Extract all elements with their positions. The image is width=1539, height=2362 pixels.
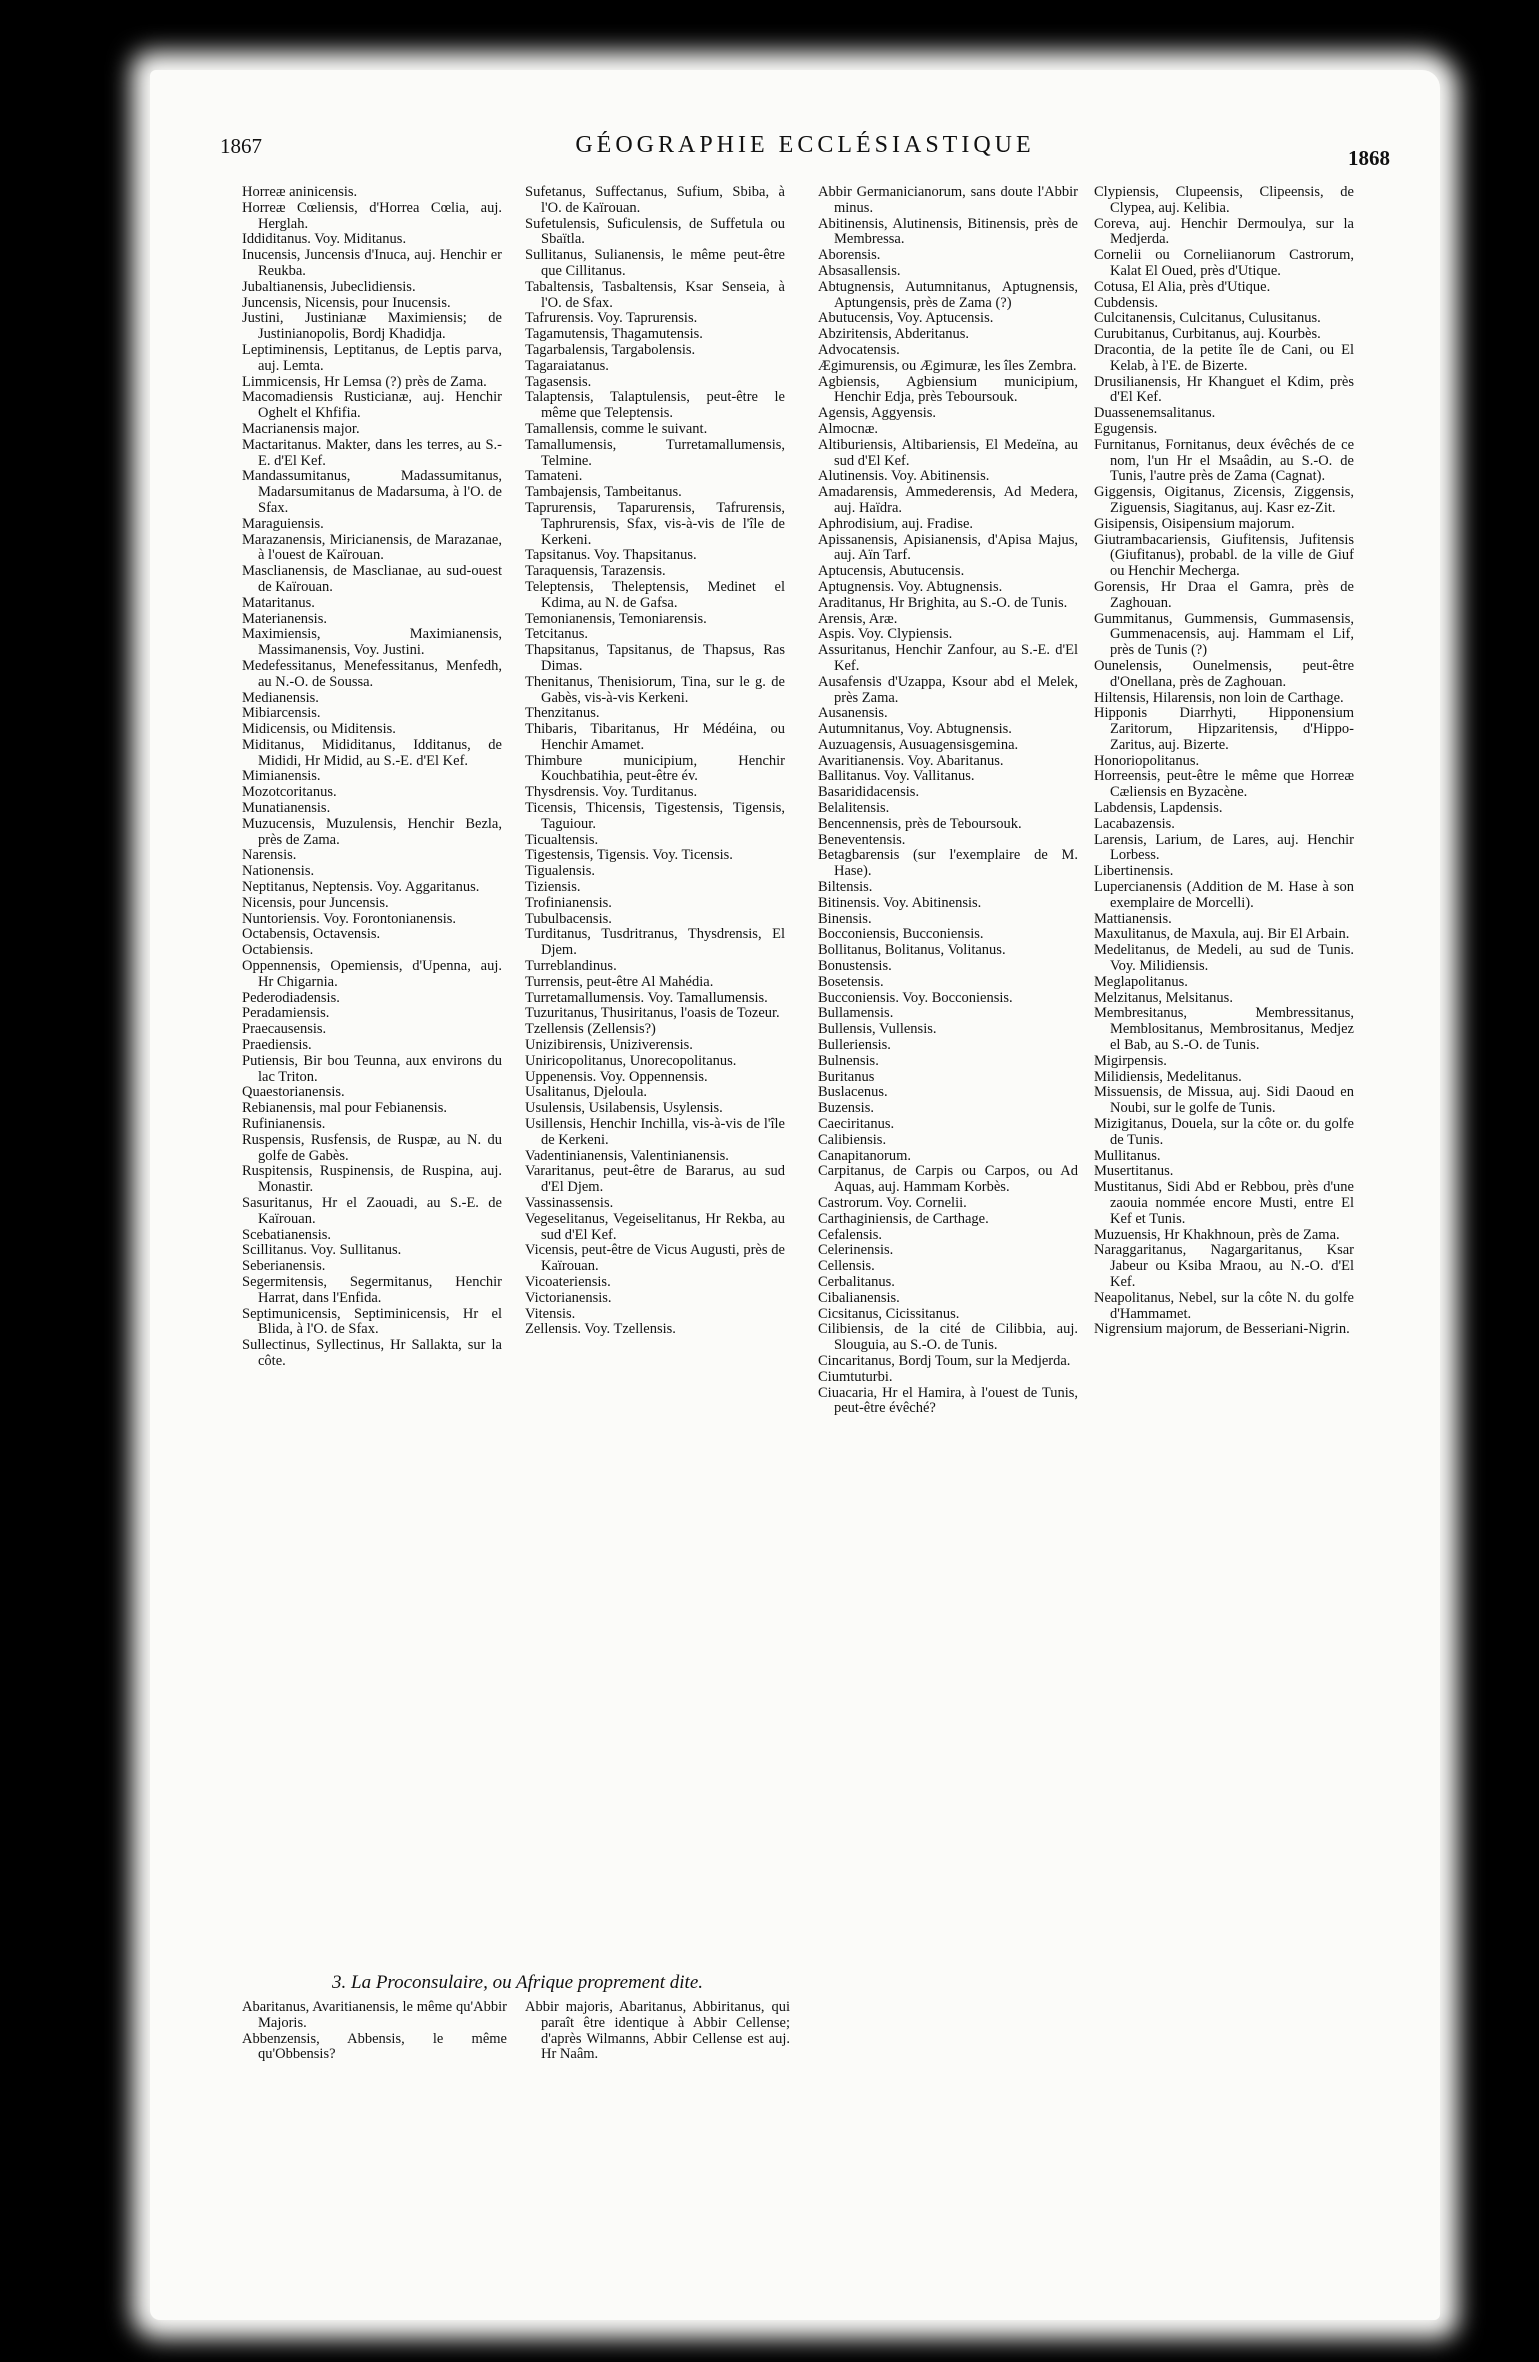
index-entry: Ruspitensis, Ruspinensis, de Ruspina, auj. Monastir. xyxy=(242,1163,502,1196)
index-entry: Beneventensis. xyxy=(818,831,906,848)
index-entry: Betagbarensis (sur l'exemplaire de M. Hase). xyxy=(818,847,1078,880)
index-entry: Turditanus, Tusdritranus, Thysdrensis, El Djem. xyxy=(525,926,785,959)
index-entry: Medelitanus, de Medeli, au sud de Tunis. Voy. Milidiensis. xyxy=(1094,942,1354,975)
index-entry: Vitensis. xyxy=(525,1305,576,1322)
index-entry: Naraggaritanus, Nagargaritanus, Ksar Jabeur ou Ksiba Mraou, au N.-O. d'El Kef. xyxy=(1094,1242,1354,1290)
index-entry: Turretamallumensis. Voy. Tamallumensis. xyxy=(525,989,768,1006)
index-entry: Uniricopolitanus, Unorecopolitanus. xyxy=(525,1052,737,1069)
index-entry: Usalitanus, Djeloula. xyxy=(525,1084,648,1101)
index-entry: Carpitanus, de Carpis ou Carpos, ou Ad Aquas, auj. Hammam Korbès. xyxy=(818,1163,1078,1196)
index-entry: Lacabazensis. xyxy=(1094,815,1175,832)
index-entry: Bencennensis, près de Teboursouk. xyxy=(818,815,1022,832)
index-entry: Abziritensis, Abderitanus. xyxy=(818,326,970,343)
index-entry: Octabiensis. xyxy=(242,942,314,959)
index-entry: Agbiensis, Agbiensium municipium, Henchir Edja, près Teboursouk. xyxy=(818,373,1078,406)
index-entry: Binensis. xyxy=(818,910,872,927)
index-entry: Teleptensis, Theleptensis, Medinet el Kdima, au N. de Gafsa. xyxy=(525,578,785,611)
index-entry: Biltensis. xyxy=(818,879,873,896)
index-entry: Abbenzensis, Abbensis, le même qu'Obbensis? xyxy=(242,2030,507,2063)
index-entry: Oppennensis, Opemiensis, d'Upenna, auj. Hr Chigarnia. xyxy=(242,958,502,990)
running-title: GÉOGRAPHIE ECCLÉSIASTIQUE xyxy=(575,132,1035,158)
index-entry: Aptugnensis. Voy. Abtugnensis. xyxy=(818,578,1003,595)
index-entry: Drusilianensis, Hr Khanguet el Kdim, près d'El Kef. xyxy=(1094,373,1354,406)
index-entry: Melzitanus, Melsitanus. xyxy=(1094,989,1233,1006)
index-entry: Ticensis, Thicensis, Tigestensis, Tigensis, Taguiour. xyxy=(525,800,785,832)
index-entry: Bitinensis. Voy. Abitinensis. xyxy=(818,894,982,911)
index-entry: Maraguiensis. xyxy=(242,515,324,532)
index-entry: Abutucensis, Voy. Aptucensis. xyxy=(818,310,994,327)
index-entry: Justini, Justinianæ Maximiensis; de Justinianopolis, Bordj Khadidja. xyxy=(242,310,502,343)
index-entry: Caeciritanus. xyxy=(818,1116,895,1133)
index-entry: Bocconiensis, Bucconiensis. xyxy=(818,926,984,943)
index-entry: Ticualtensis. xyxy=(525,831,599,848)
index-entry: Lupercianensis (Addition de M. Hase à son exemplaire de Morcelli). xyxy=(1094,879,1354,911)
index-entry: Nigrensium majorum, de Besseriani-Nigrin. xyxy=(1094,1321,1350,1338)
index-entry: Neptitanus, Neptensis. Voy. Aggaritanus. xyxy=(242,879,480,896)
index-entry: Belalitensis. xyxy=(818,800,890,817)
index-entry: Advocatensis. xyxy=(818,341,900,358)
index-entry: Milidiensis, Medelitanus. xyxy=(1094,1068,1242,1085)
index-entry: Horreæ aninicensis. xyxy=(242,184,358,200)
index-entry: Sullitanus, Sulianensis, le même peut-être que Cillitanus. xyxy=(525,247,785,279)
index-entry: Cilibiensis, de la cité de Cilibbia, auj. Slouguia, au S.-O. de Tunis. xyxy=(818,1321,1078,1354)
index-entry: Nuntoriensis. Voy. Forontonianensis. xyxy=(242,910,457,927)
index-entry: Almocnæ. xyxy=(818,420,879,437)
index-entry: Abbir majoris, Abaritanus, Abbiritanus, qui paraît être identique à Abbir Cellense; d'après Wilmanns, Abbir Cellense est auj. Hr Naâm. xyxy=(525,1999,790,2063)
index-entry: Cicsitanus, Cicissitanus. xyxy=(818,1305,960,1322)
index-entry: Thapsitanus, Tapsitanus, de Thapsus, Ras Dimas. xyxy=(525,642,785,674)
index-entry: Ounelensis, Ounelmensis, peut-être d'Onellana, près de Zaghouan. xyxy=(1094,657,1354,690)
index-entry: Honoriopolitanus. xyxy=(1094,752,1200,769)
index-entry: Abaritanus, Avaritianensis, le même qu'Abbir Majoris. xyxy=(242,1999,507,2031)
index-entry: Ciuacaria, Hr el Hamira, à l'ouest de Tunis, peut-être évêché? xyxy=(818,1384,1078,1417)
index-entry: Avaritianensis. Voy. Abaritanus. xyxy=(818,752,1004,769)
section-column-a xyxy=(242,2000,507,2063)
index-entry: Leptiminensis, Leptitanus, de Leptis parva, auj. Lemta. xyxy=(242,341,502,374)
index-entry: Unizibirensis, Uniziverensis. xyxy=(525,1037,693,1054)
index-entry: Tambajensis, Tambeitanus. xyxy=(525,484,682,501)
index-entry: Amadarensis, Ammederensis, Ad Medera, auj. Haïdra. xyxy=(818,484,1078,516)
index-entry: Celerinensis. xyxy=(818,1242,894,1259)
index-entry: Ruspensis, Rusfensis, de Ruspæ, au N. du golfe de Gabès. xyxy=(242,1131,502,1164)
index-entry: Canapitanorum. xyxy=(818,1147,912,1164)
index-entry: Medefessitanus, Menefessitanus, Menfedh, au N.-O. de Soussa. xyxy=(242,657,502,690)
index-entry: Macomadiensis Rusticianæ, auj. Henchir Oghelt el Khfifia. xyxy=(242,389,502,422)
document-page xyxy=(150,70,1440,2320)
index-entry: Rufinianensis. xyxy=(242,1116,326,1133)
index-entry: Auzuagensis, Ausuagensisgemina. xyxy=(818,736,1019,753)
index-entry: Aspis. Voy. Clypiensis. xyxy=(818,626,953,643)
index-entry: Gorensis, Hr Draa el Gamra, près de Zaghouan. xyxy=(1094,578,1354,611)
index-entry: Tamallensis, comme le suivant. xyxy=(525,420,708,437)
index-entry: Buzensis. xyxy=(818,1100,874,1117)
index-entry: Quaestorianensis. xyxy=(242,1084,345,1101)
column-2 xyxy=(525,185,785,1338)
index-entry: Calibiensis. xyxy=(818,1131,887,1148)
index-entry: Nicensis, pour Juncensis. xyxy=(242,894,389,911)
index-entry: Clypiensis, Clupeensis, Clipeensis, de Clypea, auj. Kelibia. xyxy=(1094,184,1354,216)
index-entry: Usulensis, Usilabensis, Usylensis. xyxy=(525,1100,723,1117)
section-heading: 3. La Proconsulaire, ou Afrique proprement dite. xyxy=(332,1972,704,1993)
index-entry: Thimbure municipium, Henchir Kouchbatihia, peut-être év. xyxy=(525,752,785,785)
index-entry: Dracontia, de la petite île de Cani, ou El Kelab, à l'E. de Bizerte. xyxy=(1094,341,1354,374)
index-entry: Cefalensis. xyxy=(818,1226,883,1243)
index-entry: Basarididacensis. xyxy=(818,784,920,801)
index-entry: Sufetulensis, Suficulensis, de Suffetula ou Sbaïtla. xyxy=(525,215,785,248)
index-entry: Giggensis, Oigitanus, Zicensis, Ziggensis, Ziguensis, Siagitanus, auj. Kasr ez-Zit. xyxy=(1094,484,1354,516)
index-entry: Octabensis, Octavensis. xyxy=(242,926,381,943)
index-entry: Mandassumitanus, Madassumitanus, Madarsumitanus de Madarsuma, à l'O. de Sfax. xyxy=(242,468,502,516)
index-entry: Libertinensis. xyxy=(1094,863,1174,880)
index-entry: Thenzitanus. xyxy=(525,705,600,722)
index-entry: Tagaraiatanus. xyxy=(525,357,609,374)
page-header xyxy=(220,132,1390,172)
index-entry: Aborensis. xyxy=(818,247,881,264)
index-entry: Ballitanus. Voy. Vallitanus. xyxy=(818,768,975,785)
index-entry: Inucensis, Juncensis d'Inuca, auj. Henchir er Reukba. xyxy=(242,247,502,279)
index-entry: Mullitanus. xyxy=(1094,1147,1161,1164)
index-entry: Tigestensis, Tigensis. Voy. Ticensis. xyxy=(525,847,733,864)
index-entry: Curubitanus, Curbitanus, auj. Kourbès. xyxy=(1094,326,1321,343)
index-entry: Cincaritanus, Bordj Toum, sur la Medjerda. xyxy=(818,1352,1071,1369)
index-entry: Tubulbacensis. xyxy=(525,910,612,927)
column-4 xyxy=(1094,185,1354,1338)
index-entry: Mibiarcensis. xyxy=(242,705,321,722)
index-entry: Musertitanus. xyxy=(1094,1163,1174,1180)
index-entry: Tzellensis (Zellensis?) xyxy=(525,1021,656,1038)
index-entry: Thibaris, Tibaritanus, Hr Médéina, ou Henchir Amamet. xyxy=(525,721,785,753)
index-entry: Septimunicensis, Septiminicensis, Hr el Blida, à l'O. de Sfax. xyxy=(242,1305,502,1338)
index-entry: Egugensis. xyxy=(1094,420,1158,437)
index-entry: Peradamiensis. xyxy=(242,1005,330,1022)
index-entry: Horreensis, peut-être le même que Horreæ Cæliensis en Byzacène. xyxy=(1094,768,1354,801)
index-entry: Horreæ Cœliensis, d'Horrea Cœlia, auj. Herglah. xyxy=(242,199,502,232)
index-entry: Tiziensis. xyxy=(525,879,581,896)
index-entry: Neapolitanus, Nebel, sur la côte N. du golfe d'Hammamet. xyxy=(1094,1289,1354,1322)
index-entry: Narensis. xyxy=(242,847,297,864)
index-entry: Autumnitanus, Voy. Abtugnensis. xyxy=(818,721,1012,738)
index-entry: Sullectinus, Syllectinus, Hr Sallakta, sur la côte. xyxy=(242,1337,502,1369)
index-entry: Tagarbalensis, Targabolensis. xyxy=(525,341,696,358)
index-entry: Vicoateriensis. xyxy=(525,1273,611,1290)
index-entry: Altiburiensis, Altibariensis, El Medeïna, au sud d'El Kef. xyxy=(818,436,1078,469)
index-entry: Cibalianensis. xyxy=(818,1289,900,1306)
index-entry: Rebianensis, mal pour Febianensis. xyxy=(242,1100,447,1117)
index-entry: Temonianensis, Temoniarensis. xyxy=(525,610,707,627)
index-entry: Bullensis, Vullensis. xyxy=(818,1021,937,1038)
index-entry: Aphrodisium, auj. Fradise. xyxy=(818,515,974,532)
index-entry: Praediensis. xyxy=(242,1037,312,1054)
index-entry: Munatianensis. xyxy=(242,800,331,817)
index-entry: Ægimurensis, ou Ægimuræ, les îles Zembra. xyxy=(818,357,1077,374)
index-entry: Buslacenus. xyxy=(818,1084,888,1101)
index-entry: Bucconiensis. Voy. Bocconiensis. xyxy=(818,989,1013,1006)
index-entry: Absasallensis. xyxy=(818,262,901,279)
index-entry: Castrorum. Voy. Cornelii. xyxy=(818,1195,967,1211)
index-entry: Gummitanus, Gummensis, Gummasensis, Gummenacensis, auj. Hammam el Lif, près de Tunis (?) xyxy=(1094,610,1354,659)
index-entry: Maxulitanus, de Maxula, auj. Bir El Arbain. xyxy=(1094,926,1350,943)
index-entry: Bonustensis. xyxy=(818,958,892,975)
index-entry: Miditanus, Mididitanus, Idditanus, de Mididi, Hr Midid, au S.-E. d'El Kef. xyxy=(242,736,502,769)
index-entry: Mattianensis. xyxy=(1094,910,1172,927)
page-number-left: 1867 xyxy=(220,134,262,158)
index-entry: Praecausensis. xyxy=(242,1021,327,1038)
index-entry: Cerbalitanus. xyxy=(818,1273,895,1290)
index-entry: Culcitanensis, Culcitanus, Culusitanus. xyxy=(1094,310,1321,327)
index-entry: Abitinensis, Alutinensis, Bitinensis, près de Membressa. xyxy=(818,215,1078,248)
index-entry: Talaptensis, Talaptulensis, peut-être le même que Teleptensis. xyxy=(525,389,785,422)
index-entry: Tabaltensis, Tasbaltensis, Ksar Senseia, à l'O. de Sfax. xyxy=(525,278,785,311)
index-entry: Araditanus, Hr Brighita, au S.-O. de Tunis. xyxy=(818,594,1068,611)
index-entry: Masclianensis, de Masclianae, au sud-ouest de Kaïrouan. xyxy=(242,563,502,595)
index-entry: Medianensis. xyxy=(242,689,319,706)
index-entry: Limmicensis, Hr Lemsa (?) près de Zama. xyxy=(242,373,487,390)
index-entry: Ciumtuturbi. xyxy=(818,1368,893,1385)
index-entry: Furnitanus, Fornitanus, deux évêchés de ce nom, l'un Hr el Msaâdin, au S.-O. de Tunis, l'autre près de Zama (Cagnat). xyxy=(1094,436,1354,485)
column-3 xyxy=(818,185,1078,1417)
index-entry: Arensis, Aræ. xyxy=(818,610,898,627)
index-entry: Bulnensis. xyxy=(818,1052,879,1069)
index-entry: Cubdensis. xyxy=(1094,294,1159,311)
index-entry: Jubaltianensis, Jubeclidiensis. xyxy=(242,278,416,295)
index-entry: Muzucensis, Muzulensis, Henchir Bezla, près de Zama. xyxy=(242,815,502,848)
index-entry: Meglapolitanus. xyxy=(1094,973,1188,990)
index-entry: Vararitanus, peut-être de Bararus, au sud d'El Djem. xyxy=(525,1163,785,1196)
index-entry: Vegeselitanus, Vegeiselitanus, Hr Rekba, au sud d'El Kef. xyxy=(525,1210,785,1243)
index-entry: Membresitanus, Membressitanus, Memblositanus, Membrositanus, Medjez el Bab, au S.-O. de Tunis. xyxy=(1094,1005,1354,1054)
index-entry: Mizigitanus, Douela, sur la côte or. du golfe de Tunis. xyxy=(1094,1116,1354,1148)
index-entry: Cornelii ou Corneliianorum Castrorum, Kalat El Oued, près d'Utique. xyxy=(1094,247,1354,279)
index-entry: Apissanensis, Apisianensis, d'Apisa Majus, auj. Aïn Tarf. xyxy=(818,531,1078,564)
index-entry: Mimianensis. xyxy=(242,768,321,785)
index-entry: Migirpensis. xyxy=(1094,1052,1167,1069)
index-entry: Turrensis, peut-être Al Mahédia. xyxy=(525,973,714,990)
index-entry: Marazanensis, Miricianensis, de Marazanae, à l'ouest de Kaïrouan. xyxy=(242,531,502,564)
index-entry: Assuritanus, Henchir Zanfour, au S.-E. d'El Kef. xyxy=(818,642,1078,674)
index-entry: Buritanus xyxy=(818,1068,875,1085)
index-entry: Uppenensis. Voy. Oppennensis. xyxy=(525,1068,708,1085)
index-entry: Seberianensis. xyxy=(242,1258,326,1275)
index-entry: Taprurensis, Taparurensis, Tafrurensis, Taphrurensis, Sfax, vis-à-vis de l'île de Kerkeni. xyxy=(525,499,785,548)
index-entry: Agensis, Aggyensis. xyxy=(818,405,937,422)
index-entry: Cotusa, El Alia, près d'Utique. xyxy=(1094,278,1271,295)
index-entry: Turreblandinus. xyxy=(525,958,617,975)
index-entry: Thenitanus, Thenisiorum, Tina, sur le g. de Gabès, vis-à-vis Kerkeni. xyxy=(525,673,785,706)
index-entry: Duassenemsalitanus. xyxy=(1094,405,1216,422)
index-entry: Victorianensis. xyxy=(525,1289,612,1306)
index-entry: Tagamutensis, Thagamutensis. xyxy=(525,326,703,343)
index-entry: Abbir Germanicianorum, sans doute l'Abbir minus. xyxy=(818,184,1078,216)
index-entry: Mataritanus. xyxy=(242,594,315,611)
index-entry: Midicensis, ou Miditensis. xyxy=(242,721,396,738)
index-entry: Mactaritanus. Makter, dans les terres, au S.-E. d'El Kef. xyxy=(242,436,502,469)
index-entry: Taraquensis, Tarazensis. xyxy=(525,563,666,580)
index-entry: Tapsitanus. Voy. Thapsitanus. xyxy=(525,547,697,564)
index-entry: Bullamensis. xyxy=(818,1005,894,1022)
index-entry: Thysdrensis. Voy. Turditanus. xyxy=(525,784,698,801)
index-entry: Scillitanus. Voy. Sullitanus. xyxy=(242,1242,402,1259)
index-entry: Segermitensis, Segermitanus, Henchir Harrat, dans l'Enfida. xyxy=(242,1273,502,1306)
page-number-right: 1868 xyxy=(1348,146,1390,170)
index-entry: Muzuensis, Hr Khakhnoun, près de Zama. xyxy=(1094,1226,1340,1243)
index-entry: Bulleriensis. xyxy=(818,1037,891,1054)
index-entry: Sufetanus, Suffectanus, Sufium, Sbiba, à l'O. de Kaïrouan. xyxy=(525,184,785,216)
index-entry: Scebatianensis. xyxy=(242,1226,331,1243)
index-entry: Cellensis. xyxy=(818,1258,875,1275)
index-entry: Trofinianensis. xyxy=(525,894,612,911)
index-entry: Gisipensis, Oisipensium majorum. xyxy=(1094,515,1295,532)
index-entry: Vicensis, peut-être de Vicus Augusti, près de Kaïrouan. xyxy=(525,1242,785,1275)
column-1 xyxy=(242,185,502,1370)
index-entry: Labdensis, Lapdensis. xyxy=(1094,800,1223,817)
index-entry: Juncensis, Nicensis, pour Inucensis. xyxy=(242,294,451,311)
index-entry: Tamallumensis, Turretamallumensis, Telmine. xyxy=(525,436,785,469)
index-entry: Aptucensis, Abutucensis. xyxy=(818,563,965,580)
index-entry: Tamateni. xyxy=(525,468,583,485)
index-entry: Maximiensis, Maximianensis, Massimanensis, Voy. Justini. xyxy=(242,626,502,659)
index-entry: Tagasensis. xyxy=(525,373,592,390)
index-entry: Hiltensis, Hilarensis, non loin de Carthage. xyxy=(1094,689,1344,706)
index-entry: Missuensis, de Missua, auj. Sidi Daoud en Noubi, sur le golfe de Tunis. xyxy=(1094,1084,1354,1117)
index-entry: Alutinensis. Voy. Abitinensis. xyxy=(818,468,990,485)
section-column-b xyxy=(525,2000,790,2063)
index-entry: Larensis, Larium, de Lares, auj. Henchir Lorbess. xyxy=(1094,831,1354,864)
index-entry: Mustitanus, Sidi Abd er Rebbou, près d'une zaouia nommée encore Musti, entre El Kef et Tunis. xyxy=(1094,1179,1354,1227)
index-entry: Tuzuritanus, Thusiritanus, l'oasis de Tozeur. xyxy=(525,1005,780,1022)
index-entry: Carthaginiensis, de Carthage. xyxy=(818,1210,989,1227)
index-entry: Putiensis, Bir bou Teunna, aux environs du lac Triton. xyxy=(242,1052,502,1085)
index-entry: Pederodiadensis. xyxy=(242,989,340,1006)
index-entry: Tafrurensis. Voy. Taprurensis. xyxy=(525,310,698,327)
index-entry: Hipponis Diarrhyti, Hipponensium Zaritorum, Hipzaritensis, d'Hippo-Zaritus, auj. Bizerte. xyxy=(1094,705,1354,753)
index-entry: Zellensis. Voy. Tzellensis. xyxy=(525,1321,676,1338)
index-entry: Coreva, auj. Henchir Dermoulyа, sur la Medjerda. xyxy=(1094,215,1354,248)
index-entry: Sasuritanus, Hr el Zaouadi, au S.-E. de Kaïrouan. xyxy=(242,1195,502,1227)
index-entry: Ausafensis d'Uzappa, Ksour abd el Melek, près Zama. xyxy=(818,673,1078,706)
index-entry: Iddiditanus. Voy. Miditanus. xyxy=(242,231,407,248)
index-entry: Abtugnensis, Autumnitanus, Aptugnensis, Aptungensis, près de Zama (?) xyxy=(818,278,1078,311)
index-entry: Macrianensis major. xyxy=(242,420,360,437)
index-entry: Nationensis. xyxy=(242,863,315,880)
index-entry: Ausanensis. xyxy=(818,705,888,722)
index-entry: Mozotcoritanus. xyxy=(242,784,337,801)
index-entry: Tigualensis. xyxy=(525,863,595,880)
index-entry: Bollitanus, Bolitanus, Volitanus. xyxy=(818,942,1006,959)
index-entry: Materianensis. xyxy=(242,610,327,627)
index-entry: Bosetensis. xyxy=(818,973,884,990)
index-entry: Vassinassensis. xyxy=(525,1195,614,1211)
index-entry: Vadentinianensis, Valentinianensis. xyxy=(525,1147,729,1164)
index-entry: Giutrambacariensis, Giufitensis, Jufitensis (Giufitanus), probabl. de la ville de Giuf ou Henchir Mecherga. xyxy=(1094,531,1354,580)
index-entry: Tetcitanus. xyxy=(525,626,589,643)
index-entry: Usillensis, Henchir Inchilla, vis-à-vis de l'île de Kerkeni. xyxy=(525,1116,785,1148)
